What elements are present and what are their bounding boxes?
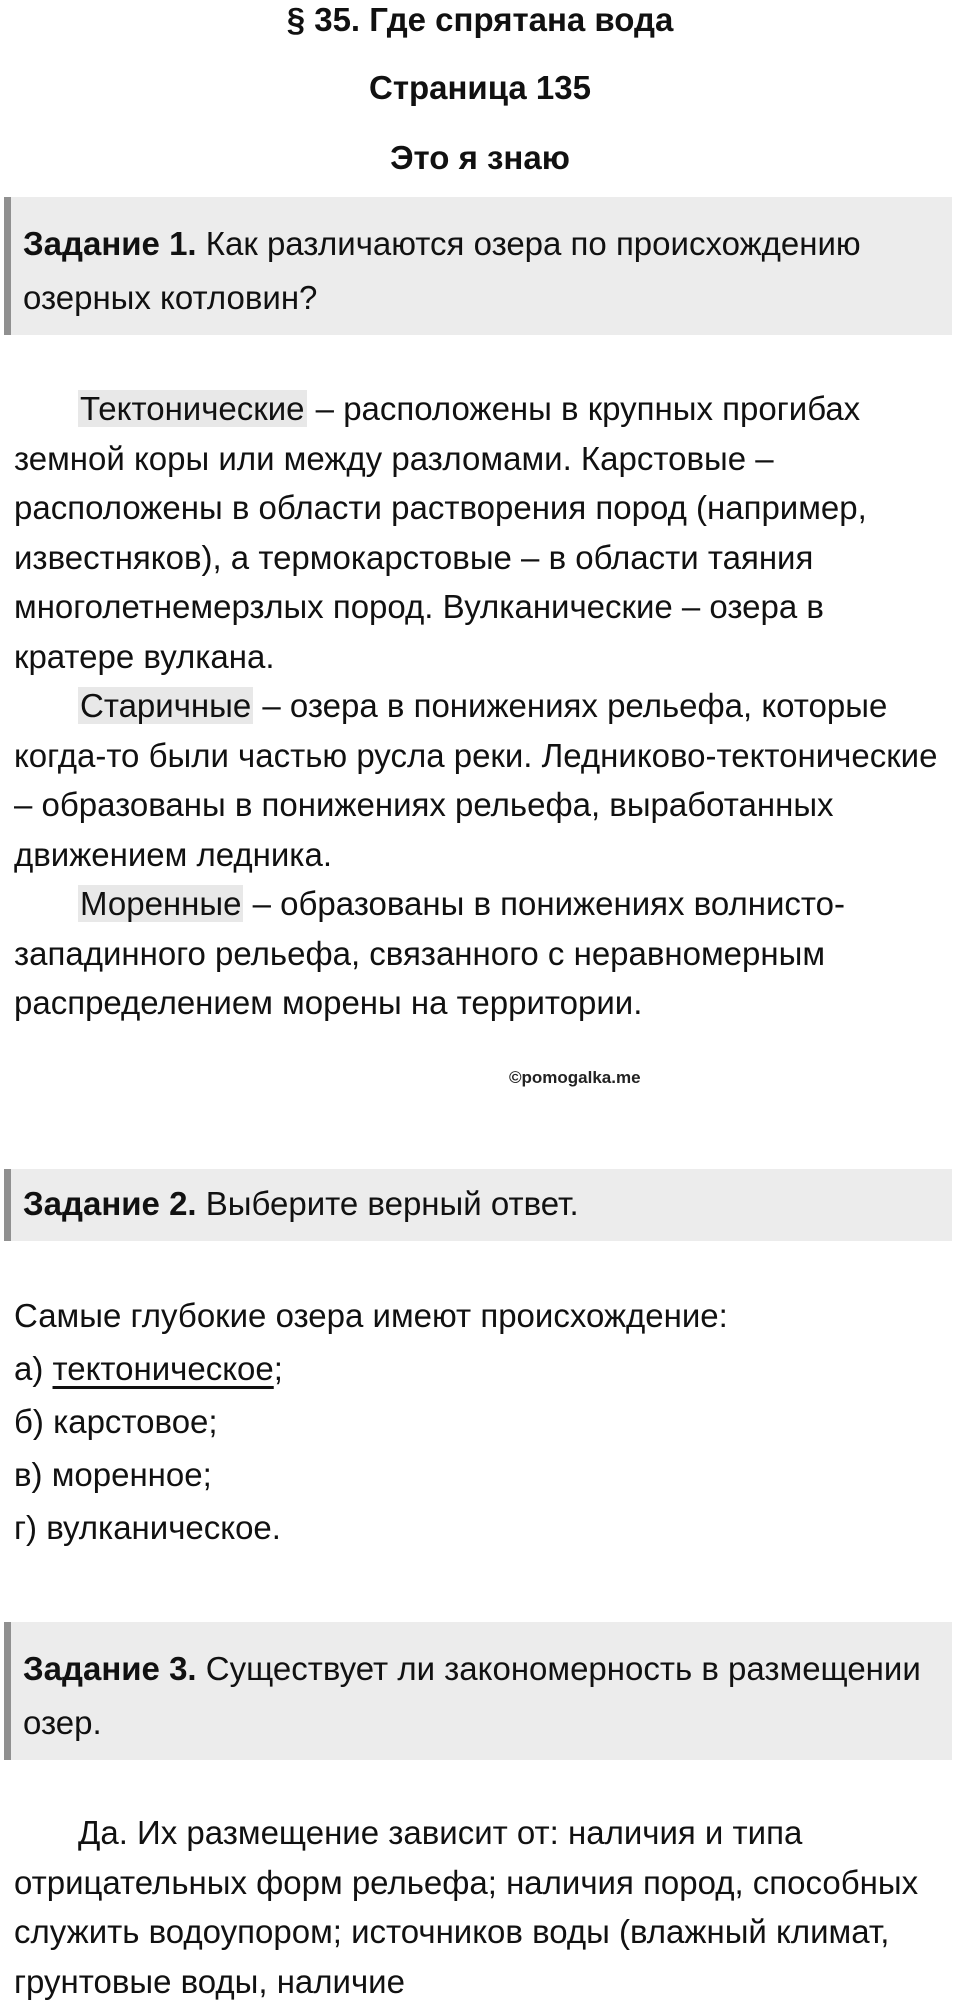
term-highlight: Тектонические <box>80 390 305 427</box>
option-item: в) моренное; <box>14 1456 212 1493</box>
task-1-label: Задание 1. <box>23 225 197 262</box>
answer-text: – образованы в понижениях волнисто-западинного рельефа, связанного с неравномерным распределением морены на территории. <box>14 885 845 1021</box>
term-highlight: Старичные <box>80 687 252 724</box>
answer-text: – озера в понижениях рельефа, которые когда-то были частью русла реки. Ледниково-тектонические – образованы в понижениях рельефа, выработанных движением ледника. <box>14 687 938 873</box>
task-2-question: Выберите верный ответ. <box>196 1185 579 1222</box>
correct-answer: тектоническое <box>52 1350 274 1387</box>
task-3-box <box>4 1622 952 1760</box>
answer-paragraph: Да. Их размещение зависит от: наличия и типа отрицательных форм рельефа; наличия пород, способных служить водоупором; источников воды (влажный климат, грунтовые воды, наличие <box>14 1814 919 2000</box>
option-item: г) вулканическое. <box>14 1509 281 1546</box>
task-3-question: Существует ли закономерность в размещении озер. <box>23 1650 921 1741</box>
task-1-answer <box>14 384 949 1028</box>
answer-text: – расположены в крупных прогибах земной коры или между разломами. Карстовые – расположены в области растворения пород (например, известняков), а термокарстовые – в области таяния многолетнемерзлых пород. Вулканические – озера в кратере вулкана. <box>14 390 867 675</box>
answer-paragraph <box>14 681 949 879</box>
task-3-label: Задание 3. <box>23 1650 197 1687</box>
paragraph-title: § 35. Где спрятана вода <box>286 1 674 38</box>
answer-paragraph <box>14 879 949 1028</box>
task-2-lead: Самые глубокие озера имеют происхождение: <box>14 1297 728 1334</box>
page-label: Страница 135 <box>369 69 591 106</box>
task-2-box <box>4 1169 952 1241</box>
answer-paragraph <box>14 384 949 681</box>
task-1-question: Как различаются озера по происхождению озерных котловин? <box>23 225 861 316</box>
task-3-answer <box>14 1808 949 2006</box>
option-item: б) карстовое; <box>14 1403 218 1440</box>
section-label: Это я знаю <box>390 139 570 176</box>
task-1-box <box>4 197 952 335</box>
task-2-answer <box>14 1289 949 1554</box>
option-item: а) тектоническое; <box>14 1350 283 1387</box>
task-2-label: Задание 2. <box>23 1185 197 1222</box>
watermark: ©pomogalka.me <box>509 1068 641 1087</box>
term-highlight: Моренные <box>80 885 242 922</box>
